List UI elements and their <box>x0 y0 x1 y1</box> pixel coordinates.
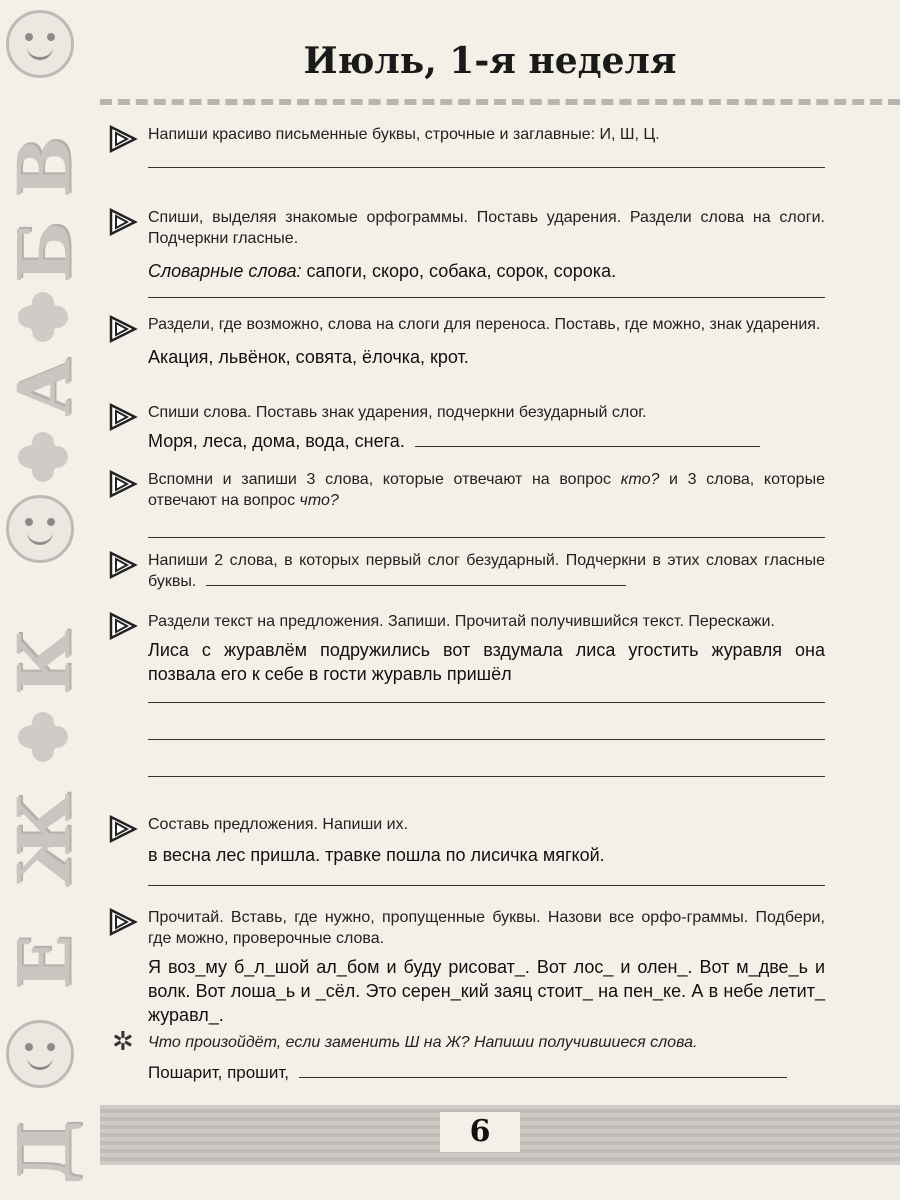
decor-letter: Д <box>1 1120 87 1185</box>
task-10 <box>100 1026 825 1085</box>
answer-line[interactable] <box>148 776 825 777</box>
task-example <box>148 259 825 283</box>
answer-line[interactable] <box>148 537 825 538</box>
task-example <box>148 429 825 453</box>
task-9 <box>100 907 825 1027</box>
task-7 <box>100 611 825 777</box>
triangle-bullet-icon <box>108 907 138 937</box>
triangle-bullet-icon <box>108 550 138 580</box>
example-words: Моря, леса, дома, вода, снега. <box>148 431 405 451</box>
example-words: Пошарит, прошит, <box>148 1063 289 1082</box>
triangle-bullet-icon <box>108 469 138 499</box>
triangle-bullet-icon <box>108 611 138 641</box>
flower-icon <box>26 720 60 754</box>
task-5 <box>100 469 825 538</box>
page-title: Июль, 1-я неделя <box>303 40 677 82</box>
page-number: 6 <box>440 1112 520 1152</box>
decor-letter: К <box>1 629 87 696</box>
task-6 <box>100 550 825 592</box>
flower-icon <box>26 440 60 474</box>
answer-line[interactable] <box>148 739 825 740</box>
task-2 <box>100 207 825 298</box>
task-example: Лиса с журавлём подружились вот вздумала лиса угостить журавля она позвала его к себе в гости журавль пришёл <box>148 640 825 684</box>
task-instruction: Напиши красиво письменные буквы, строчные и заглавные: И, Ш, Ц. <box>148 126 660 143</box>
header-divider <box>100 99 900 105</box>
task-example: Акация, львёнок, совята, ёлочка, крот. <box>148 347 469 367</box>
example-words: сапоги, скоро, собака, сорок, сорока. <box>306 261 617 281</box>
triangle-bullet-icon <box>108 402 138 432</box>
task-instruction: Что произойдёт, если заменить Ш на Ж? Напиши получившиеся слова. <box>148 1034 698 1051</box>
answer-line[interactable] <box>148 885 825 886</box>
asterisk-icon: ✲ <box>112 1026 134 1056</box>
triangle-bullet-icon <box>108 207 138 237</box>
task-instruction: Составь предложения. Напиши их. <box>148 816 409 833</box>
task-example <box>148 1061 825 1085</box>
decor-letter: В <box>1 137 87 198</box>
flower-icon <box>26 300 60 334</box>
task-instruction: Вспомни и запиши 3 слова, которые отвечают на вопрос кто? и 3 слова, которые отвечают на вопрос что? <box>148 471 825 509</box>
task-4 <box>100 402 825 453</box>
answer-line[interactable] <box>148 167 825 168</box>
triangle-bullet-icon <box>108 124 138 154</box>
decorative-alphabet-strip <box>0 0 95 1200</box>
task-instruction: Спиши слова. Поставь знак ударения, подчеркни безударный слог. <box>148 404 647 421</box>
decor-letter: Ж <box>1 793 87 888</box>
task-instruction: Напиши 2 слова, в которых первый слог безударный. Подчеркни в этих словах гласные буквы. <box>148 552 825 590</box>
task-instruction: Раздели текст на предложения. Запиши. Прочитай получившийся текст. Перескажи. <box>148 613 775 630</box>
task-instruction: Раздели, где возможно, слова на слоги для переноса. Поставь, где можно, знак ударения. <box>148 316 821 333</box>
answer-line[interactable] <box>206 584 626 586</box>
task-1 <box>100 124 825 168</box>
task-example: в весна лес пришла. травке пошла по лисичка мягкой. <box>148 845 605 865</box>
triangle-bullet-icon <box>108 314 138 344</box>
smiling-face-icon <box>6 10 74 78</box>
decor-letter: Б <box>1 221 87 284</box>
triangle-bullet-icon <box>108 814 138 844</box>
task-instruction: Спиши, выделяя знакомые орфограммы. Поставь ударения. Раздели слова на слоги. Подчеркни гласные. <box>148 209 825 247</box>
task-3 <box>100 314 825 369</box>
example-prefix: Словарные слова: <box>148 261 302 281</box>
answer-line[interactable] <box>148 297 825 298</box>
task-8 <box>100 814 825 886</box>
answer-line[interactable] <box>148 702 825 703</box>
decor-letter: А <box>1 358 87 417</box>
task-instruction: Прочитай. Вставь, где нужно, пропущенные буквы. Назови все орфо-граммы. Подбери, где можно, проверочные слова. <box>148 909 825 947</box>
task-example: Я воз_му б_л_шой ал_бом и буду рисоват_. Вот лос_ и олен_. Вот м_две_ь и волк. Вот лоша_ь и _сёл. Это серен_кий заяц стоит_ на пен_ке. А в небе летит_ журавл_. <box>148 957 825 1025</box>
answer-line[interactable] <box>415 445 760 447</box>
decor-letter: Е <box>1 935 87 990</box>
answer-line[interactable] <box>299 1076 787 1078</box>
smiling-face-icon <box>6 1020 74 1088</box>
smiling-face-icon <box>6 495 74 563</box>
